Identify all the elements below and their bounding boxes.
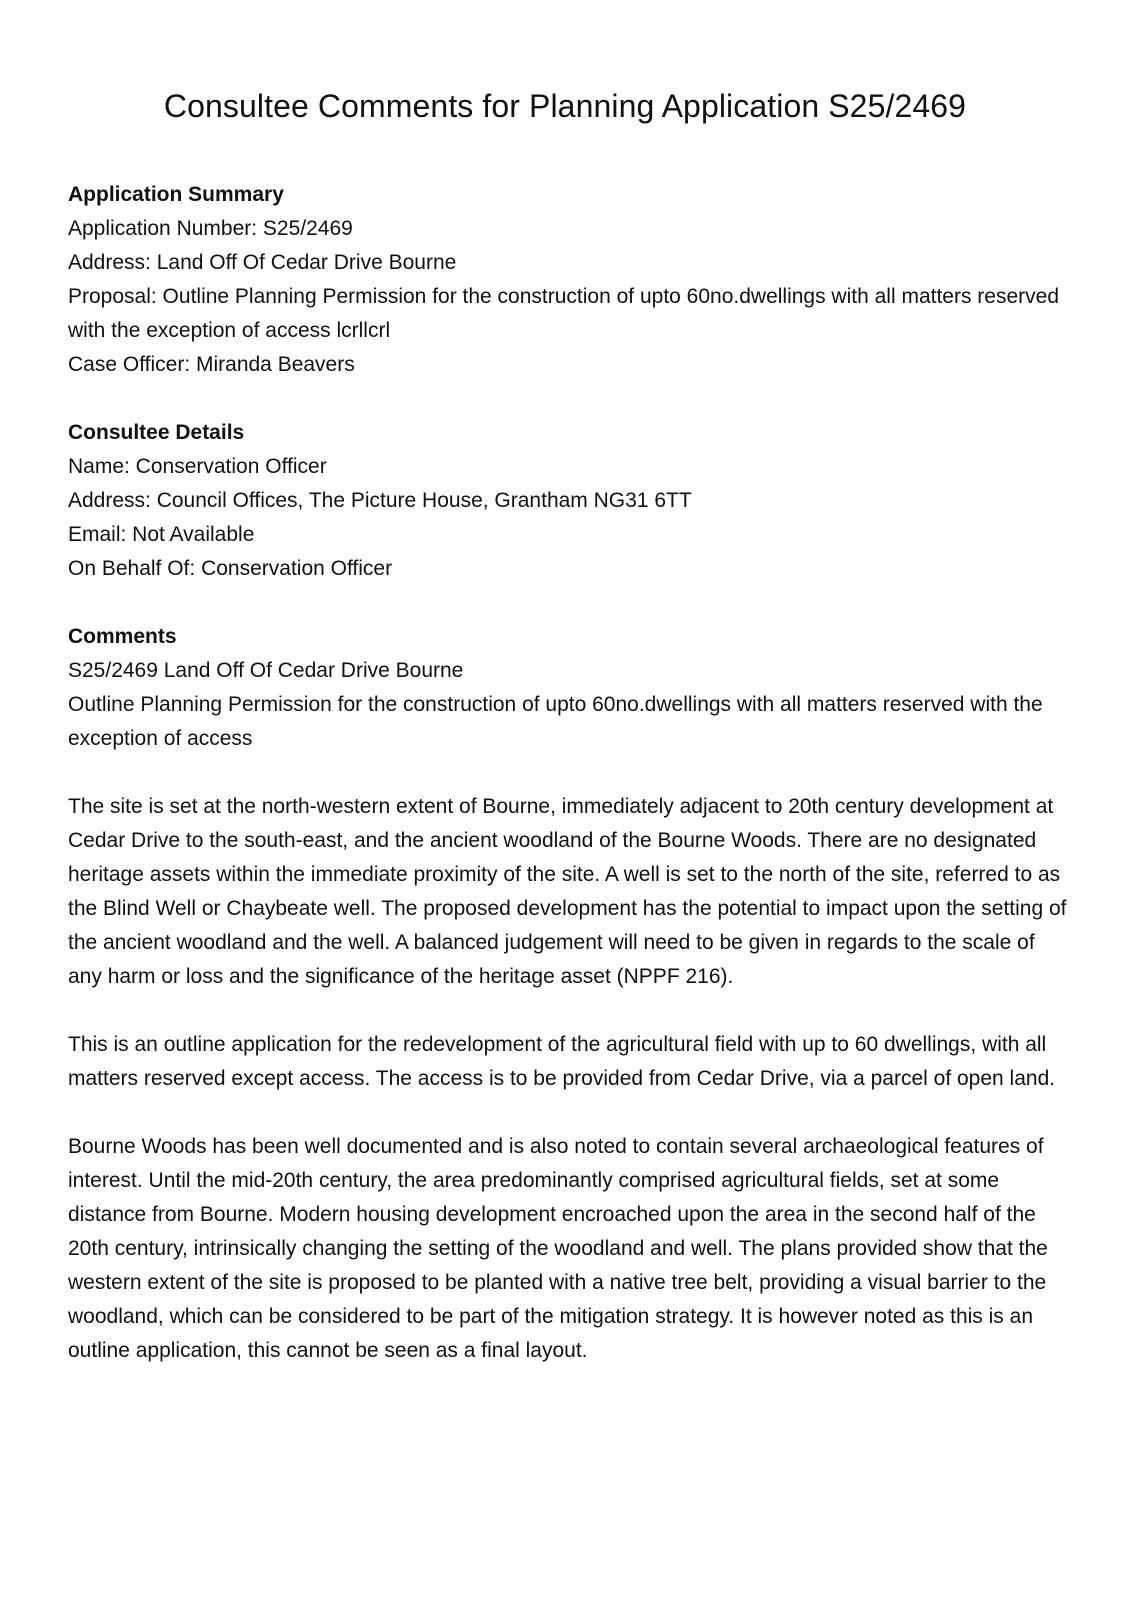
comment-paragraph: The site is set at the north-western extent of Bourne, immediately adjacent to 20th century development at Cedar Drive to the south-east, and the ancient woodland of the Bourne Woods. There are no designated heritage assets within the immediate proximity of the site. A well is set to the north of the site, referred to as the Blind Well or Chaybeate well. The proposed development has the potential to impact upon the setting of the ancient woodland and the well. A balanced judgement will need to be given in regards to the scale of any harm or loss and the significance of the heritage asset (NPPF 216). bbox=[68, 795, 1067, 988]
comments-reference: S25/2469 Land Off Of Cedar Drive Bourne bbox=[68, 659, 464, 682]
comments-proposal: Outline Planning Permission for the construction of upto 60no.dwellings with all matters reserved with the exception of access bbox=[68, 693, 1043, 750]
application-proposal: Proposal: Outline Planning Permission for the construction of upto 60no.dwellings with all matters reserved with the exception of access lcrllcrl bbox=[68, 285, 1060, 342]
consultee-email: Email: Not Available bbox=[68, 523, 255, 546]
consultee-details-heading: Consultee Details bbox=[68, 421, 245, 444]
consultee-name: Name: Conservation Officer bbox=[68, 455, 327, 478]
comments-heading: Comments bbox=[68, 625, 177, 648]
document-content bbox=[68, 178, 1068, 1402]
consultee-address: Address: Council Offices, The Picture House, Grantham NG31 6TT bbox=[68, 489, 692, 512]
comment-paragraph: This is an outline application for the redevelopment of the agricultural field with up to 60 dwellings, with all matters reserved except access. The access is to be provided from Cedar Drive, via a parcel of open land. bbox=[68, 1033, 1056, 1090]
comments-section bbox=[68, 620, 1068, 1368]
application-address: Address: Land Off Of Cedar Drive Bourne bbox=[68, 251, 457, 274]
case-officer: Case Officer: Miranda Beavers bbox=[68, 353, 355, 376]
application-number: Application Number: S25/2469 bbox=[68, 217, 353, 240]
application-summary-heading: Application Summary bbox=[68, 183, 284, 206]
application-summary-section bbox=[68, 178, 1068, 382]
comment-paragraph: Bourne Woods has been well documented and is also noted to contain several archaeological features of interest. Until the mid-20th century, the area predominantly comprised agricultural fields, set at some distance from Bourne. Modern housing development encroached upon the area in the second half of the 20th century, intrinsically changing the setting of the woodland and well. The plans provided show that the western extent of the site is proposed to be planted with a native tree belt, providing a visual barrier to the woodland, which can be considered to be part of the mitigation strategy. It is however noted as this is an outline application, this cannot be seen as a final layout. bbox=[68, 1135, 1048, 1362]
consultee-details-section bbox=[68, 416, 1068, 586]
document-title: Consultee Comments for Planning Application S25/2469 bbox=[163, 88, 967, 124]
consultee-on-behalf-of: On Behalf Of: Conservation Officer bbox=[68, 557, 393, 580]
